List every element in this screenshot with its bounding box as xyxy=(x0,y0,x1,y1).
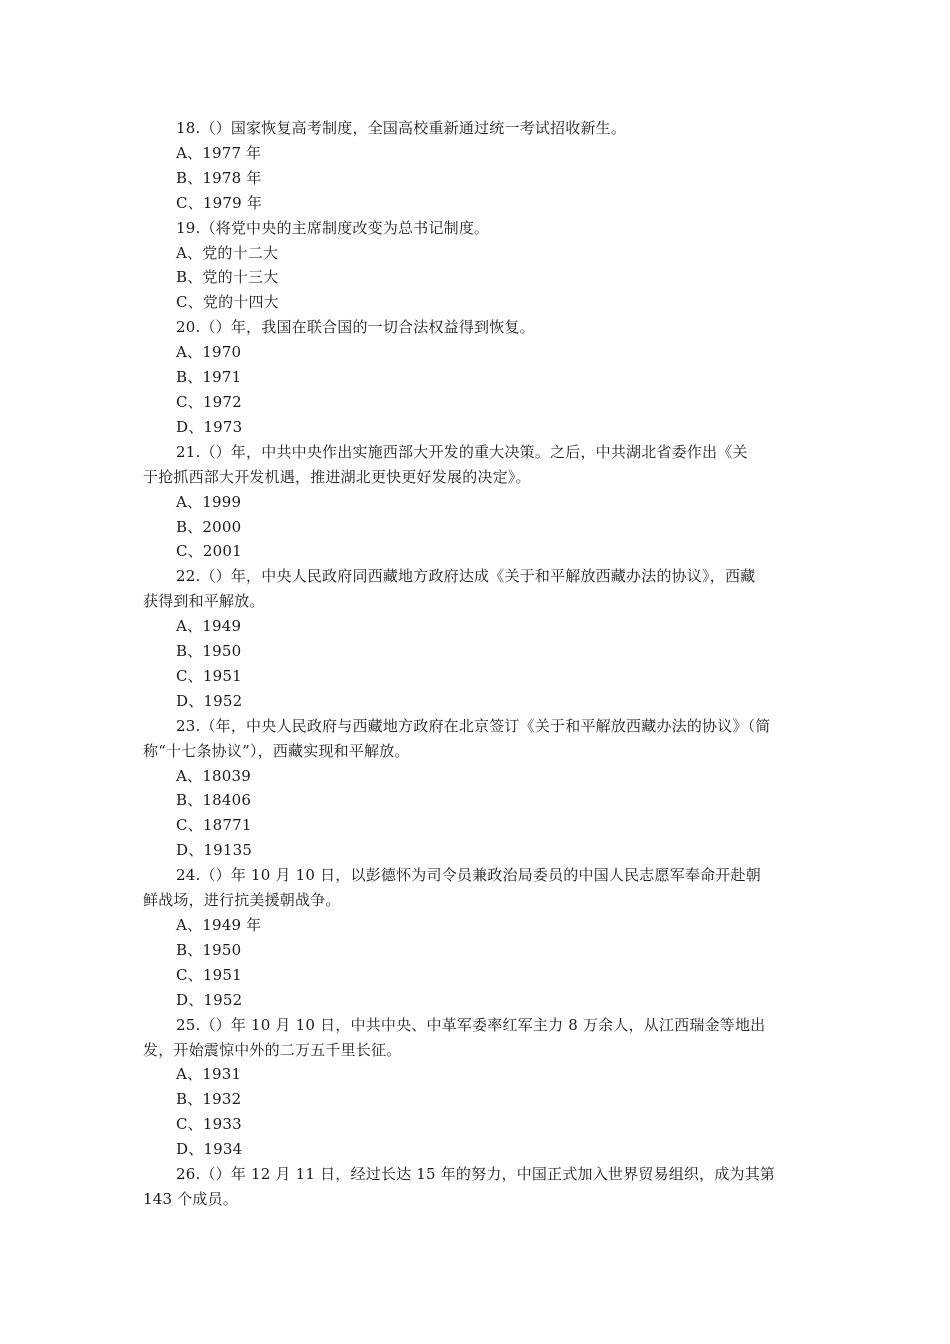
question-text-cont: 获得到和平解放。 xyxy=(143,592,265,611)
question-text: 26.（）年 12 月 11 日，经过长达 15 年的努力，中国正式加入世界贸易组织，成为其第 xyxy=(176,1165,776,1184)
option-c: C、1951 xyxy=(176,965,242,984)
question-text: 20.（）年，我国在联合国的一切合法权益得到恢复。 xyxy=(176,318,535,337)
question-text-cont: 发，开始震惊中外的二万五千里长征。 xyxy=(143,1040,402,1059)
option-a: A、1970 xyxy=(176,343,242,362)
question-text: 18.（）国家恢复高考制度，全国高校重新通过统一考试招收新生。 xyxy=(176,119,627,137)
option-b: B、1932 xyxy=(176,1090,242,1109)
option-d: D、19135 xyxy=(176,841,253,860)
question-22 xyxy=(143,564,808,713)
question-text: 22.（）年，中央人民政府同西藏地方政府达成《关于和平解放西藏办法的协议》，西藏 xyxy=(176,567,756,586)
option-b: B、18406 xyxy=(176,791,252,810)
option-d: D、1952 xyxy=(176,990,243,1009)
option-d: D、1934 xyxy=(176,1140,243,1159)
option-c: C、18771 xyxy=(176,816,252,835)
question-text-cont: 鲜战场，进行抗美援朝战争。 xyxy=(143,891,341,910)
question-text: 19.（将党中央的主席制度改变为总书记制度。 xyxy=(176,218,490,237)
option-b: B、2000 xyxy=(176,517,242,536)
question-26 xyxy=(143,1162,808,1212)
question-24 xyxy=(143,863,808,1012)
option-c: C、1979 年 xyxy=(176,193,263,212)
question-21 xyxy=(143,440,808,565)
option-a: A、1949 xyxy=(176,617,242,636)
option-a: A、18039 xyxy=(176,766,251,785)
option-c: C、1972 xyxy=(176,392,242,411)
question-text-cont: 于抢抓西部大开发机遇，推进湖北更快更好发展的决定》。 xyxy=(143,467,531,486)
option-b: B、1950 xyxy=(176,940,242,959)
option-b: B、1950 xyxy=(176,642,242,661)
option-d: D、1952 xyxy=(176,691,243,710)
question-text: 25.（）年 10 月 10 日，中共中央、中革军委率红军主力 8 万余人，从江西瑞金等地出 xyxy=(176,1015,766,1034)
question-text-cont: 143 个成员。 xyxy=(143,1189,238,1208)
option-a: A、1931 xyxy=(176,1065,242,1084)
option-a: A、1977 年 xyxy=(176,143,262,162)
question-text-cont: 称“十七条协议”），西藏实现和平解放。 xyxy=(143,741,410,760)
option-c: C、2001 xyxy=(176,542,242,561)
option-c: C、1951 xyxy=(176,666,242,685)
question-text: 23.（年，中央人民政府与西藏地方政府在北京签订《关于和平解放西藏办法的协议》（简 xyxy=(176,716,771,735)
question-23 xyxy=(143,714,808,863)
question-text: 24.（）年 10 月 10 日，以彭德怀为司令员兼政治局委员的中国人民志愿军奉命开赴朝 xyxy=(176,866,761,885)
question-19 xyxy=(143,216,808,316)
option-d: D、1973 xyxy=(176,417,243,436)
question-text: 21.（）年，中共中央作出实施西部大开发的重大决策。之后，中共湖北省委作出《关 xyxy=(176,442,748,461)
question-25 xyxy=(143,1013,808,1162)
question-18 xyxy=(143,116,808,216)
option-a: A、1949 年 xyxy=(176,916,262,934)
option-a: A、党的十二大 xyxy=(176,243,279,262)
option-b: B、1978 年 xyxy=(176,168,262,187)
option-c: C、党的十四大 xyxy=(176,293,279,312)
option-b: B、党的十三大 xyxy=(176,268,279,287)
option-b: B、1971 xyxy=(176,368,242,387)
document-page xyxy=(143,116,808,1212)
question-20 xyxy=(143,315,808,440)
option-c: C、1933 xyxy=(176,1115,242,1134)
option-a: A、1999 xyxy=(176,492,242,511)
